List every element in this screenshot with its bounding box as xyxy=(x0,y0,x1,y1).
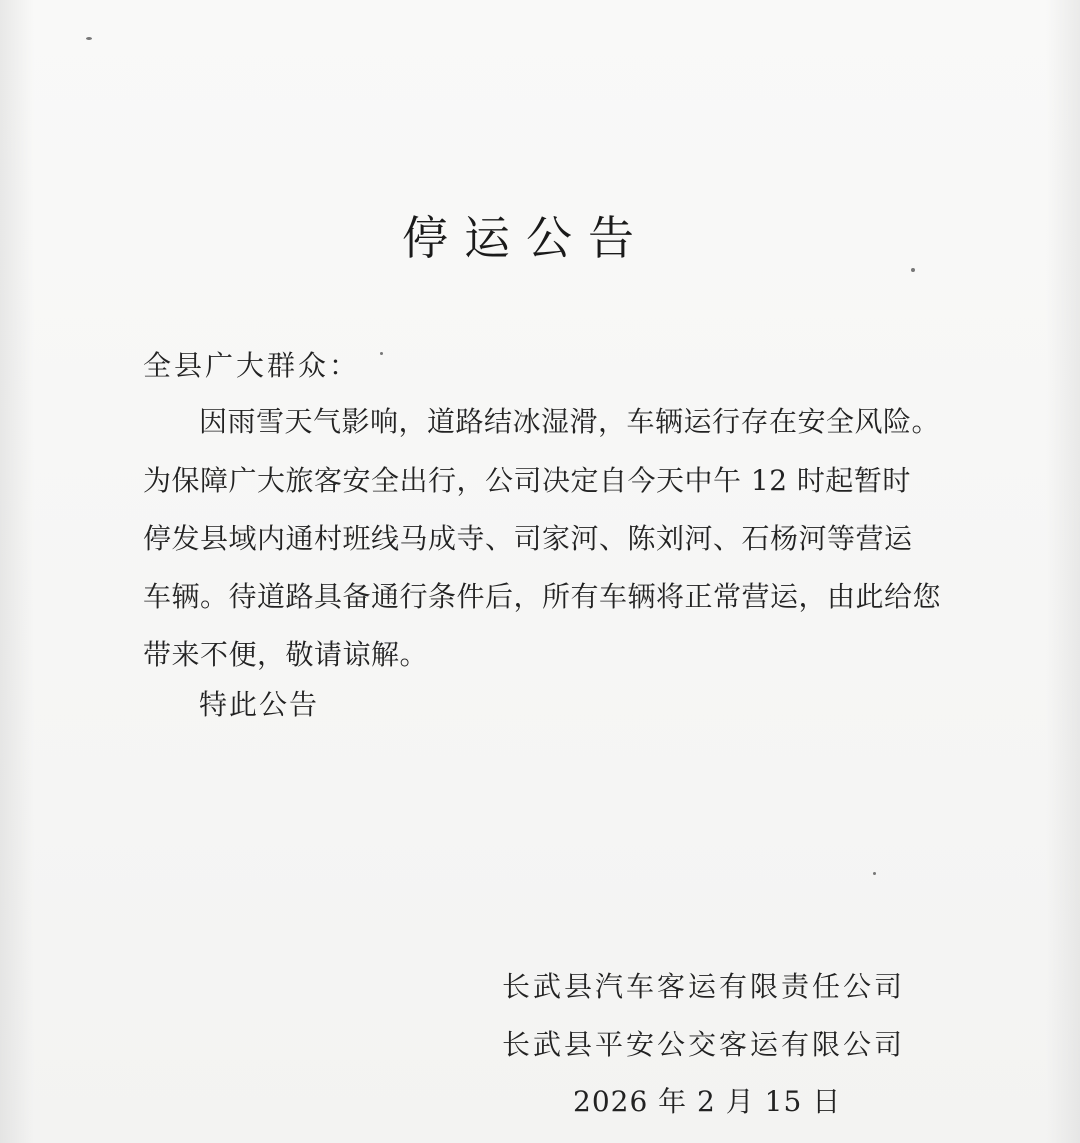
notice-title: 停运公告 xyxy=(402,211,650,265)
body-line: 因雨雪天气影响，道路结冰湿滑，车辆运行存在安全风险。 xyxy=(199,405,941,438)
body-line: 停发县域内通村班线马成寺、司家河、陈刘河、石杨河等营运 xyxy=(143,522,913,555)
scan-speck xyxy=(86,37,92,40)
scan-shadow-right xyxy=(1046,0,1080,1143)
issue-date: 2026 年 2 月 15 日 xyxy=(573,1085,842,1118)
scan-speck xyxy=(380,352,383,355)
issuer-name: 长武县汽车客运有限责任公司 xyxy=(502,970,906,1003)
body-line: 车辆。待道路具备通行条件后，所有车辆将正常营运，由此给您 xyxy=(143,580,942,613)
closing-remark: 特此公告 xyxy=(199,688,320,721)
body-line: 为保障广大旅客安全出行，公司决定自今天中午 12 时起暂时 xyxy=(143,464,911,497)
scan-speck xyxy=(873,872,876,875)
issuer-name: 长武县平安公交客运有限公司 xyxy=(502,1028,906,1061)
body-line: 带来不便，敬请谅解。 xyxy=(143,638,429,671)
scan-shadow-left xyxy=(0,0,34,1143)
greeting: 全县广大群众： xyxy=(143,349,361,382)
